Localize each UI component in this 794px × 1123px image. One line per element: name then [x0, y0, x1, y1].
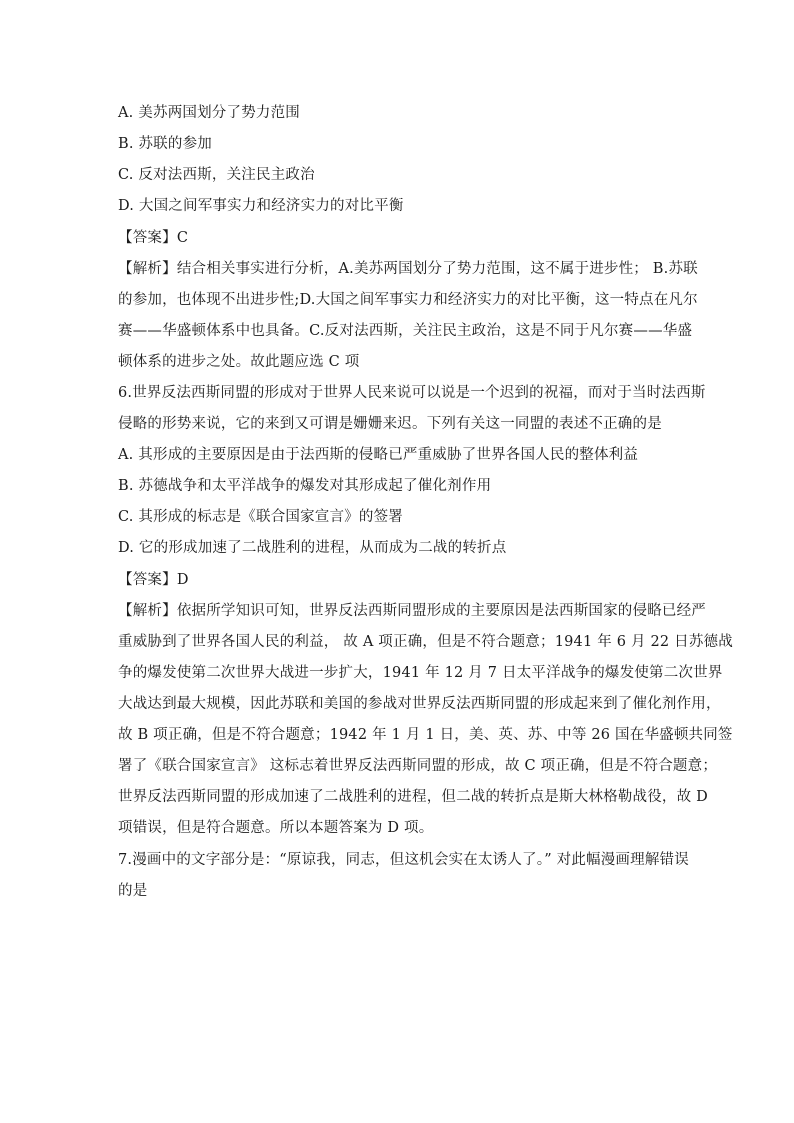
- q6-analysis-line: [118, 601, 706, 621]
- q5-option-b: B. 苏联的参加: [118, 136, 212, 152]
- q5-analysis-line: 顿体系的进步之处。故此题应选 C 项: [118, 354, 360, 370]
- q5-analysis-line: 的参加，也体现不出进步性;D.大国之间军事实力和经济实力的对比平衡，这一特点在凡尔: [118, 292, 698, 308]
- analysis-tag: 【解析】: [118, 603, 177, 619]
- q5-analysis-line: 赛——华盛顿体系中也具备。C.反对法西斯，关注民主政治，这是不同于凡尔赛——华盛: [118, 323, 693, 339]
- analysis-text: 依据所学知识可知，世界反法西斯同盟形成的主要原因是法西斯国家的侵略已经严: [176, 603, 707, 619]
- q6-option-a: A. 其形成的主要原因是由于法西斯的侵略已严重威胁了世界各国人民的整体利益: [118, 447, 639, 463]
- q5-option-d: D. 大国之间军事实力和经济实力的对比平衡: [118, 198, 404, 214]
- q7-stem-line: 7.漫画中的文字部分是：“原谅我，同志，但这机会实在太诱人了。” 对此幅漫画理解错误: [118, 852, 689, 868]
- q6-option-b: B. 苏德战争和太平洋战争的爆发对其形成起了催化剂作用: [118, 478, 492, 494]
- analysis-tag: 【解析】: [118, 261, 177, 277]
- q5-analysis-line: [118, 259, 698, 279]
- q6-option-c: C. 其形成的标志是《联合国家宣言》的签署: [118, 509, 403, 525]
- q6-analysis-line: 世界反法西斯同盟的形成加速了二战胜利的进程，但二战的转折点是斯大林格勒战役，故 D: [118, 789, 708, 805]
- q6-stem-line: 侵略的形势来说，它的来到又可谓是姗姗来迟。下列有关这一同盟的表述不正确的是: [118, 416, 662, 432]
- q6-analysis-line: 重威胁到了世界各国人民的利益， 故 A 项正确，但是不符合题意；1941 年 6 月 22 日苏德战: [118, 634, 733, 650]
- q6-stem-line: 6.世界反法西斯同盟的形成对于世界人民来说可以说是一个迟到的祝福，而对于当时法西斯: [118, 385, 706, 401]
- q5-option-a: A. 美苏两国划分了势力范围: [118, 105, 300, 121]
- answer-tag: 【答案】: [118, 230, 177, 246]
- answer-tag: 【答案】: [118, 572, 177, 588]
- answer-value: C: [176, 230, 189, 246]
- q6-analysis-line: 争的爆发使第二次世界大战进一步扩大，1941 年 12 月 7 日太平洋战争的爆发使第二次世界: [118, 665, 723, 681]
- analysis-text: 结合相关事实进行分析，A.美苏两国划分了势力范围，这不属于进步性； B.苏联: [176, 261, 698, 277]
- q5-answer: [118, 228, 188, 248]
- q6-analysis-line: 大战达到最大规模，因此苏联和美国的参战对世界反法西斯同盟的形成起来到了催化剂作用，: [118, 696, 721, 712]
- q5-option-c: C. 反对法西斯，关注民主政治: [118, 167, 315, 183]
- q6-answer: [118, 570, 189, 590]
- q6-option-d: D. 它的形成加速了二战胜利的进程，从而成为二战的转折点: [118, 540, 507, 556]
- q6-analysis-line: 署了《联合国家宣言》 这标志着世界反法西斯同盟的形成，故 C 项正确，但是不符合题意；: [118, 758, 718, 774]
- q6-analysis-line: 项错误，但是符合题意。所以本题答案为 D 项。: [118, 820, 434, 836]
- q6-analysis-line: 故 B 项正确，但是不符合题意；1942 年 1 月 1 日，美、英、苏、中等 26 国在华盛顿共同签: [118, 727, 733, 743]
- answer-value: D: [176, 572, 189, 588]
- q7-stem-line: 的是: [118, 883, 148, 899]
